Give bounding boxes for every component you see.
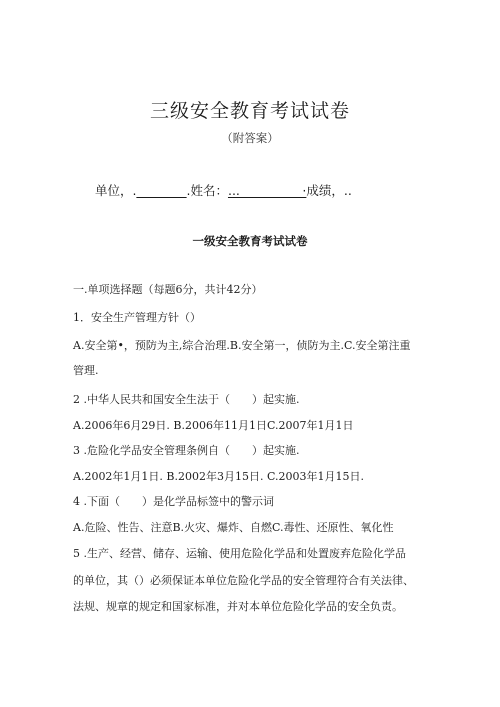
name-blank: ...__________· bbox=[227, 183, 307, 198]
question-5-continued-1: 的单位，其（）必须保证本单位危险化学品的安全管理符合有关法律、 bbox=[73, 574, 414, 587]
unit-label: 单位，. bbox=[95, 183, 137, 198]
document-subtitle: （附答案） bbox=[221, 131, 279, 145]
section-title: 一级安全教育考试试卷 bbox=[192, 234, 308, 248]
question-2: 2 .中华人民共和国安全生法于（ ）起实施. bbox=[73, 393, 300, 406]
question-1-options: A.安全第•，预防为主,综合治理.B.安全第一，侦防为主.C.安全第注重 bbox=[73, 339, 411, 352]
unit-blank: ________ bbox=[136, 183, 187, 198]
question-3-options: A.2002年1月1日. B.2002年3月15日. C.2003年1月15日. bbox=[73, 470, 364, 483]
info-line bbox=[95, 181, 352, 199]
question-5-continued-2: 法规、规章的规定和国家标准，并对本单位危险化学品的安全负责。 bbox=[73, 600, 403, 613]
question-2-options: A.2006年6月29日. B.2006年11月1日C.2007年1月1日 bbox=[73, 419, 354, 432]
score-label: 成绩， bbox=[306, 183, 344, 198]
question-4: 4 .下面（ ）是化学品标签中的警示词 bbox=[73, 495, 274, 508]
question-1: 1．安全生产管理方针（） bbox=[73, 311, 201, 324]
section-heading-single-choice: 一.单项选择题（每题6分，共计42分） bbox=[73, 283, 263, 296]
question-5: 5 .生产、经营、储存、运输、使用危险化学品和处置废弃危险化学品 bbox=[73, 547, 406, 560]
score-blank: .. bbox=[343, 183, 352, 198]
question-4-options: A.危险、性告、注意B.火灾、爆炸、自燃C.毒性、还原性、氧化性 bbox=[73, 521, 394, 534]
question-1-options-continued: 管理. bbox=[73, 364, 99, 377]
question-3: 3 .危险化学品安全管理条例自（ ）起实施. bbox=[73, 444, 300, 457]
name-label: .姓名： bbox=[186, 183, 228, 198]
document-title: 三级安全教育考试试卷 bbox=[149, 100, 350, 122]
